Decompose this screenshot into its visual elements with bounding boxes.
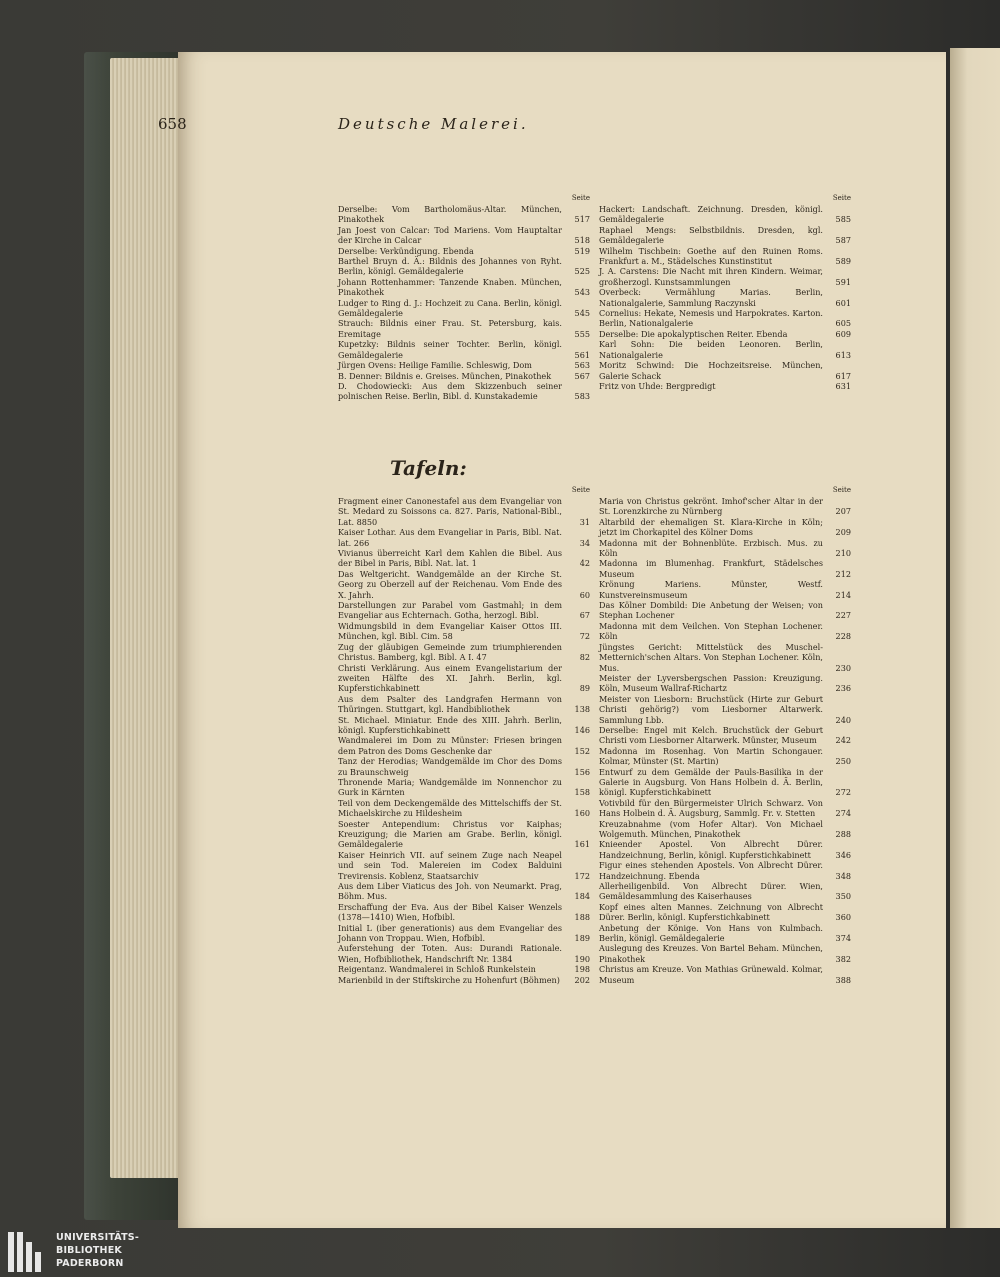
index-entry-title: Zug der gläubigen Gemeinde zum triumphierenden Christus. Bamberg, kgl. Bibl. A I. 47 xyxy=(338,641,562,663)
index-entry xyxy=(599,767,851,798)
index-entry xyxy=(338,381,590,402)
index-entry xyxy=(338,204,590,225)
index-entry-title: Auferstehung der Toten. Aus: Durandi Rationale. Wien, Hofbibliothek, Handschrift Nr. 1384 xyxy=(338,943,562,964)
index-entry xyxy=(599,964,851,985)
index-entry-title: Fragment einer Canonestafel aus dem Evangeliar von St. Medard zu Soissons ca. 827. Paris, National-Bibl., Lat. 8850 xyxy=(338,496,562,527)
index-entry-title: Thronende Maria; Wandgemälde im Nonnenchor zu Gurk in Kärnten xyxy=(338,776,562,798)
index-entry-title: Moritz Schwind: Die Hochzeitsreise. München, Galerie Schack xyxy=(599,360,823,381)
index-column-bottom-left xyxy=(338,486,590,985)
index-entry-title: Vivianus überreicht Karl dem Kahlen die Bibel. Aus der Bibel in Paris, Bibl. Nat. lat. 1 xyxy=(338,548,562,569)
index-entry xyxy=(599,600,851,621)
index-entry-page: 230 xyxy=(835,662,851,673)
facing-page-edge xyxy=(950,48,1000,1228)
index-entry-page: 156 xyxy=(574,766,590,777)
index-entry xyxy=(599,287,851,308)
index-entry-title: Overbeck: Vermählung Marias. Berlin, Nationalgalerie, Sammlung Raczynski xyxy=(599,287,823,308)
index-entry-title: Kaiser Heinrich VII. auf seinem Zuge nach Neapel und sein Tod. Malereien im Codex Balduini Trevirensis. Koblenz, Staatsarchiv xyxy=(338,849,562,881)
index-entry-title: Kreuzabnahme (vom Hofer Altar). Von Michael Wolgemuth. München, Pinakothek xyxy=(599,818,823,839)
index-entry-title: Marienbild in der Stiftskirche zu Hohenfurt (Böhmen) xyxy=(338,974,560,985)
index-entry-title: Raphael Mengs: Selbstbildnis. Dresden, kgl. Gemäldegalerie xyxy=(599,224,823,246)
index-entry xyxy=(338,735,590,756)
index-entry-page: 184 xyxy=(574,891,590,902)
index-entry-title: Madonna im Blumenhag. Frankfurt, Städelsches Museum xyxy=(599,558,823,579)
index-entry xyxy=(599,642,851,673)
index-entry-title: Barthel Bruyn d. Ä.: Bildnis des Johannes von Ryht. Berlin, königl. Gemäldegalerie xyxy=(338,256,562,277)
index-entry-page: 31 xyxy=(579,516,590,527)
index-entry-page: 288 xyxy=(835,829,851,839)
index-column-top-left xyxy=(338,194,590,402)
index-entry xyxy=(599,579,851,600)
index-entry-title: St. Michael. Miniatur. Ende des XIII. Jahrh. Berlin, königl. Kupferstichkabinett xyxy=(338,714,562,735)
index-entry xyxy=(338,663,590,694)
index-entry-page: 240 xyxy=(835,714,851,725)
index-entry xyxy=(599,881,851,902)
index-entry-title: Kopf eines alten Mannes. Zeichnung von Albrecht Dürer. Berlin, königl. Kupferstichkabinett xyxy=(599,901,823,923)
index-entry-page: 250 xyxy=(835,756,851,767)
index-entry-page: 591 xyxy=(835,276,851,287)
running-head: Deutsche Malerei. xyxy=(338,115,529,133)
index-entry-page: 609 xyxy=(835,328,851,339)
index-entry-page: 563 xyxy=(574,360,590,371)
index-entry-page: 202 xyxy=(574,974,590,985)
tafeln-heading: Tafeln: xyxy=(390,456,467,480)
index-entry xyxy=(599,558,851,579)
index-entry-title: Christi Verklärung. Aus einem Evangelistarium der zweiten Hälfte des XI. Jahrh. Berlin, kgl. Kupferstichkabinett xyxy=(338,662,562,694)
index-entry xyxy=(599,860,851,881)
index-entry-page: 189 xyxy=(574,933,590,944)
index-entry-title: Jürgen Ovens: Heilige Familie. Schleswig, Dom xyxy=(338,360,532,371)
index-entry-title: B. Denner: Bildnis e. Greises. München, Pinakothek xyxy=(338,370,552,381)
index-entry xyxy=(338,277,590,298)
index-entry-page: 631 xyxy=(835,380,851,391)
index-entry-title: Derselbe: Die apokalyptischen Reiter. Ebenda xyxy=(599,328,788,339)
index-entry xyxy=(338,600,590,621)
index-entry-title: Anbetung der Könige. Von Hans von Kulmbach. Berlin, königl. Gemäldegalerie xyxy=(599,922,823,944)
index-entry xyxy=(599,308,851,329)
index-entry-page: 172 xyxy=(574,870,590,881)
index-entry-title: Strauch: Bildnis einer Frau. St. Petersburg, kais. Eremitage xyxy=(338,318,562,339)
index-column-top-right xyxy=(599,194,851,391)
index-entry xyxy=(599,819,851,840)
index-entry-title: Johann Rottenhammer: Tanzende Knaben. München, Pinakothek xyxy=(338,276,562,298)
index-entry xyxy=(599,538,851,559)
index-entry-title: Maria von Christus gekrönt. Imhof'scher Altar in der St. Lorenzkirche zu Nürnberg xyxy=(599,496,823,517)
index-entry xyxy=(338,881,590,902)
index-entry-page: 348 xyxy=(835,870,851,881)
index-entry-title: Derselbe: Verkündigung. Ebenda xyxy=(338,245,474,256)
index-entry xyxy=(599,329,851,339)
library-logo-icon xyxy=(8,1230,48,1274)
seite-label: Seite xyxy=(832,486,851,494)
index-entry-page: 209 xyxy=(835,527,851,538)
index-entry xyxy=(599,839,851,860)
index-entry xyxy=(338,798,590,819)
index-entry-title: Initial L (iber generationis) aus dem Evangeliar des Johann von Troppau. Wien, Hofbibl. xyxy=(338,922,562,944)
index-entry-page: 601 xyxy=(835,297,851,308)
index-entry-title: Derselbe: Vom Bartholomäus-Altar. München, Pinakothek xyxy=(338,204,562,225)
index-entry-title: Madonna im Rosenhag. Von Martin Schongauer. Kolmar, Münster (St. Martin) xyxy=(599,745,823,767)
index-entry-title: Kupetzky: Bildnis seiner Tochter. Berlin, königl. Gemäldegalerie xyxy=(338,339,562,360)
index-entry xyxy=(599,943,851,964)
logo-line-1: UNIVERSITÄTS- xyxy=(56,1232,139,1243)
index-entry-page: 188 xyxy=(574,912,590,923)
index-entry-page: 82 xyxy=(579,652,590,663)
index-entry xyxy=(338,496,590,527)
index-entry-page: 613 xyxy=(835,349,851,360)
index-entry-page: 198 xyxy=(574,964,590,975)
index-entry-page: 605 xyxy=(835,318,851,329)
library-logo xyxy=(8,1230,158,1274)
index-entry-page: 228 xyxy=(835,631,851,642)
index-entry-title: Tanz der Herodias; Wandgemälde im Chor des Doms zu Braunschweig xyxy=(338,756,562,777)
index-entry-page: 519 xyxy=(574,245,590,256)
index-entry-page: 242 xyxy=(835,735,851,746)
index-entry-page: 545 xyxy=(574,308,590,319)
index-entry-page: 589 xyxy=(835,256,851,267)
page-header xyxy=(158,115,658,139)
index-entry xyxy=(599,673,851,694)
seite-label: Seite xyxy=(832,194,851,202)
index-entry-page: 42 xyxy=(579,558,590,569)
index-entry-title: Wilhelm Tischbein: Goethe auf den Ruinen Roms. Frankfurt a. M., Städelsches Kunstinstitut xyxy=(599,245,823,267)
library-logo-text xyxy=(56,1231,139,1270)
index-entry-page: 617 xyxy=(835,370,851,381)
index-entry-title: Das Weltgericht. Wandgemälde an der Kirche St. Georg zu Oberzell auf der Reichenau. Vom Ende des X. Jahrh. xyxy=(338,568,562,600)
index-entry-page: 161 xyxy=(574,839,590,850)
index-entry xyxy=(338,756,590,777)
index-entry-page: 67 xyxy=(579,610,590,621)
index-entry-title: Meister der Lyversbergschen Passion: Kreuzigung. Köln, Museum Wallraf-Richartz xyxy=(599,672,823,694)
index-entry-page: 555 xyxy=(574,328,590,339)
index-entry-title: D. Chodowiecki: Aus dem Skizzenbuch seiner polnischen Reise. Berlin, Bibl. d. Kunstakademie xyxy=(338,380,562,402)
index-entry-title: Ludger to Ring d. J.: Hochzeit zu Cana. Berlin, königl. Gemäldegalerie xyxy=(338,297,562,319)
index-entry-title: Wandmalerei im Dom zu Münster: Friesen bringen dem Patron des Doms Geschenke dar xyxy=(338,735,562,756)
index-entry-page: 138 xyxy=(574,704,590,715)
index-entry-page: 585 xyxy=(835,214,851,225)
index-entry-page: 388 xyxy=(835,974,851,985)
index-entry-title: Teil von dem Deckengemälde des Mittelschiffs der St. Michaelskirche zu Hildesheim xyxy=(338,797,562,819)
index-entry-page: 350 xyxy=(835,891,851,902)
index-entry-title: Jüngstes Gericht: Mittelstück des Muschel-Metternich'schen Altars. Von Stephan Lochener. Köln, Mus. xyxy=(599,641,823,673)
index-entry xyxy=(599,339,851,360)
index-entry-page: 374 xyxy=(835,933,851,944)
index-entry xyxy=(338,923,590,944)
index-entry xyxy=(599,517,851,538)
index-entry-title: Entwurf zu dem Gemälde der Pauls-Basilika in der Galerie in Augsburg. Von Hans Holbein d. Ä. Berlin, königl. Kupferstichkabinett xyxy=(599,766,823,798)
index-entry xyxy=(599,360,851,381)
index-entry xyxy=(338,943,590,964)
index-entry xyxy=(338,527,590,548)
index-entry-page: 525 xyxy=(574,266,590,277)
index-entry-page: 236 xyxy=(835,683,851,694)
index-entry-page: 227 xyxy=(835,610,851,621)
index-entry xyxy=(338,371,590,381)
index-entry xyxy=(599,204,851,225)
index-entry xyxy=(599,266,851,287)
index-entry xyxy=(599,496,851,517)
index-entry-title: Meister von Liesborn: Bruchstück (Hirte zur Geburt Christi gehörig?) vom Liesborner Altarwerk. Sammlung Lbb. xyxy=(599,693,823,725)
index-entry-title: Cornelius: Hekate, Nemesis und Harpokrates. Karton. Berlin, Nationalgalerie xyxy=(599,308,823,329)
index-entry-page: 272 xyxy=(835,787,851,798)
index-entry-page: 567 xyxy=(574,370,590,381)
index-entry-page: 587 xyxy=(835,235,851,246)
index-entry-page: 34 xyxy=(579,537,590,548)
index-entry xyxy=(599,902,851,923)
logo-line-2: BIBLIOTHEK xyxy=(56,1245,122,1256)
index-entry xyxy=(338,360,590,370)
index-entry-title: Widmungsbild in dem Evangeliar Kaiser Ottos III. München, kgl. Bibl. Cim. 58 xyxy=(338,620,562,642)
index-entry-title: Darstellungen zur Parabel vom Gastmahl; in dem Evangeliar aus Echternach. Gotha, herzogl. Bibl. xyxy=(338,600,562,621)
index-entry xyxy=(338,850,590,881)
index-entry xyxy=(338,246,590,256)
seite-label: Seite xyxy=(571,486,590,494)
index-entry xyxy=(338,777,590,798)
index-entry xyxy=(338,225,590,246)
index-entry xyxy=(599,621,851,642)
index-entry-page: 518 xyxy=(574,235,590,246)
index-entry-title: Aus dem Psalter des Landgrafen Hermann von Thüringen. Stuttgart, kgl. Handbibliothek xyxy=(338,693,562,715)
index-entry-title: Votivbild für den Bürgermeister Ulrich Schwarz. Von Hans Holbein d. Ä. Augsburg, Sammlg. Fr. v. Stetten xyxy=(599,797,823,819)
index-entry xyxy=(338,298,590,319)
index-entry xyxy=(338,621,590,642)
index-entry-page: 346 xyxy=(835,849,851,860)
index-entry-page: 583 xyxy=(574,391,590,402)
index-entry-page: 152 xyxy=(574,745,590,756)
index-entry xyxy=(338,975,590,985)
index-entry-page: 207 xyxy=(835,506,851,517)
index-entry-title: Madonna mit der Bohnenblüte. Erzbisch. Mus. zu Köln xyxy=(599,537,823,559)
index-entry-title: Kaiser Lothar. Aus dem Evangeliar in Paris, Bibl. Nat. lat. 266 xyxy=(338,527,562,548)
logo-line-3: PADERBORN xyxy=(56,1258,124,1269)
index-entry-title: Auslegung des Kreuzes. Von Bartel Beham. München, Pinakothek xyxy=(599,943,823,964)
index-entry xyxy=(599,923,851,944)
index-entry xyxy=(599,746,851,767)
index-entry xyxy=(599,694,851,725)
index-entry-title: Krönung Mariens. Münster, Westf. Kunstvereinsmuseum xyxy=(599,579,823,600)
index-entry-title: Figur eines stehenden Apostels. Von Albrecht Dürer. Handzeichnung. Ebenda xyxy=(599,860,823,881)
index-entry-title: Altarbild der ehemaligen St. Klara-Kirche in Köln; jetzt im Chorkapitel des Kölner Doms xyxy=(599,516,823,538)
index-entry-page: 274 xyxy=(835,808,851,819)
index-entry-title: Das Kölner Dombild: Die Anbetung der Weisen; von Stephan Lochener xyxy=(599,600,823,621)
index-entry xyxy=(599,246,851,267)
index-entry-page: 146 xyxy=(574,724,590,735)
index-entry-title: Derselbe: Engel mit Kelch. Bruchstück der Geburt Christi vom Liesborner Altarwerk. Münster, Museum xyxy=(599,724,823,746)
index-entry-page: 72 xyxy=(579,631,590,642)
index-entry xyxy=(338,548,590,569)
index-entry-page: 360 xyxy=(835,912,851,923)
index-entry-title: Hackert: Landschaft. Zeichnung. Dresden, königl. Gemäldegalerie xyxy=(599,204,823,225)
index-entry-title: Madonna mit dem Veilchen. Von Stephan Lochener. Köln xyxy=(599,620,823,642)
index-entry-title: Allerheiligenbild. Von Albrecht Dürer. Wien, Gemäldesammlung des Kaiserhauses xyxy=(599,881,823,902)
index-entry xyxy=(599,381,851,391)
seite-label: Seite xyxy=(571,194,590,202)
index-entry-title: J. A. Carstens: Die Nacht mit ihren Kindern. Weimar, großherzogl. Kunstsammlungen xyxy=(599,266,823,287)
index-entry-page: 190 xyxy=(574,953,590,964)
index-entry xyxy=(338,256,590,277)
index-entry-page: 89 xyxy=(579,683,590,694)
index-entry xyxy=(338,339,590,360)
index-entry-page: 543 xyxy=(574,287,590,298)
index-entry xyxy=(338,318,590,339)
index-entry-page: 517 xyxy=(574,214,590,225)
page-number: 658 xyxy=(158,115,187,133)
index-entry xyxy=(599,725,851,746)
index-entry-title: Aus dem Liber Viaticus des Joh. von Neumarkt. Prag, Böhm. Mus. xyxy=(338,881,562,902)
index-entry-title: Reigentanz. Wandmalerei in Schloß Runkelstein xyxy=(338,964,536,975)
index-entry-title: Soester Antependium: Christus vor Kaiphas; Kreuzigung; die Marien am Grabe. Berlin, königl. Gemäldegalerie xyxy=(338,818,562,850)
index-entry-title: Christus am Kreuze. Von Mathias Grünewald. Kolmar, Museum xyxy=(599,964,823,985)
index-entry-title: Karl Sohn: Die beiden Leonoren. Berlin, Nationalgalerie xyxy=(599,339,823,360)
index-entry xyxy=(338,964,590,974)
index-entry-page: 60 xyxy=(579,589,590,600)
index-column-bottom-right xyxy=(599,486,851,985)
index-entry-page: 212 xyxy=(835,568,851,579)
index-entry-page: 561 xyxy=(574,349,590,360)
index-entry xyxy=(338,902,590,923)
index-entry xyxy=(599,798,851,819)
index-entry-title: Knieender Apostel. Von Albrecht Dürer. Handzeichnung, Berlin, königl. Kupferstichkabinett xyxy=(599,839,823,860)
index-entry-title: Jan Joest von Calcar: Tod Mariens. Vom Hauptaltar der Kirche in Calcar xyxy=(338,224,562,246)
index-entry-page: 158 xyxy=(574,787,590,798)
index-entry-title: Erschaffung der Eva. Aus der Bibel Kaiser Wenzels (1378—1410) Wien, Hofbibl. xyxy=(338,901,562,923)
index-entry-page: 210 xyxy=(835,548,851,559)
index-entry xyxy=(338,694,590,715)
index-entry-page: 382 xyxy=(835,953,851,964)
index-entry xyxy=(338,642,590,663)
index-entry-page: 160 xyxy=(574,808,590,819)
index-entry xyxy=(338,569,590,600)
index-entry-page: 214 xyxy=(835,589,851,600)
index-entry xyxy=(338,715,590,736)
index-entry-title: Fritz von Uhde: Bergpredigt xyxy=(599,380,716,391)
index-entry xyxy=(599,225,851,246)
index-entry xyxy=(338,819,590,850)
